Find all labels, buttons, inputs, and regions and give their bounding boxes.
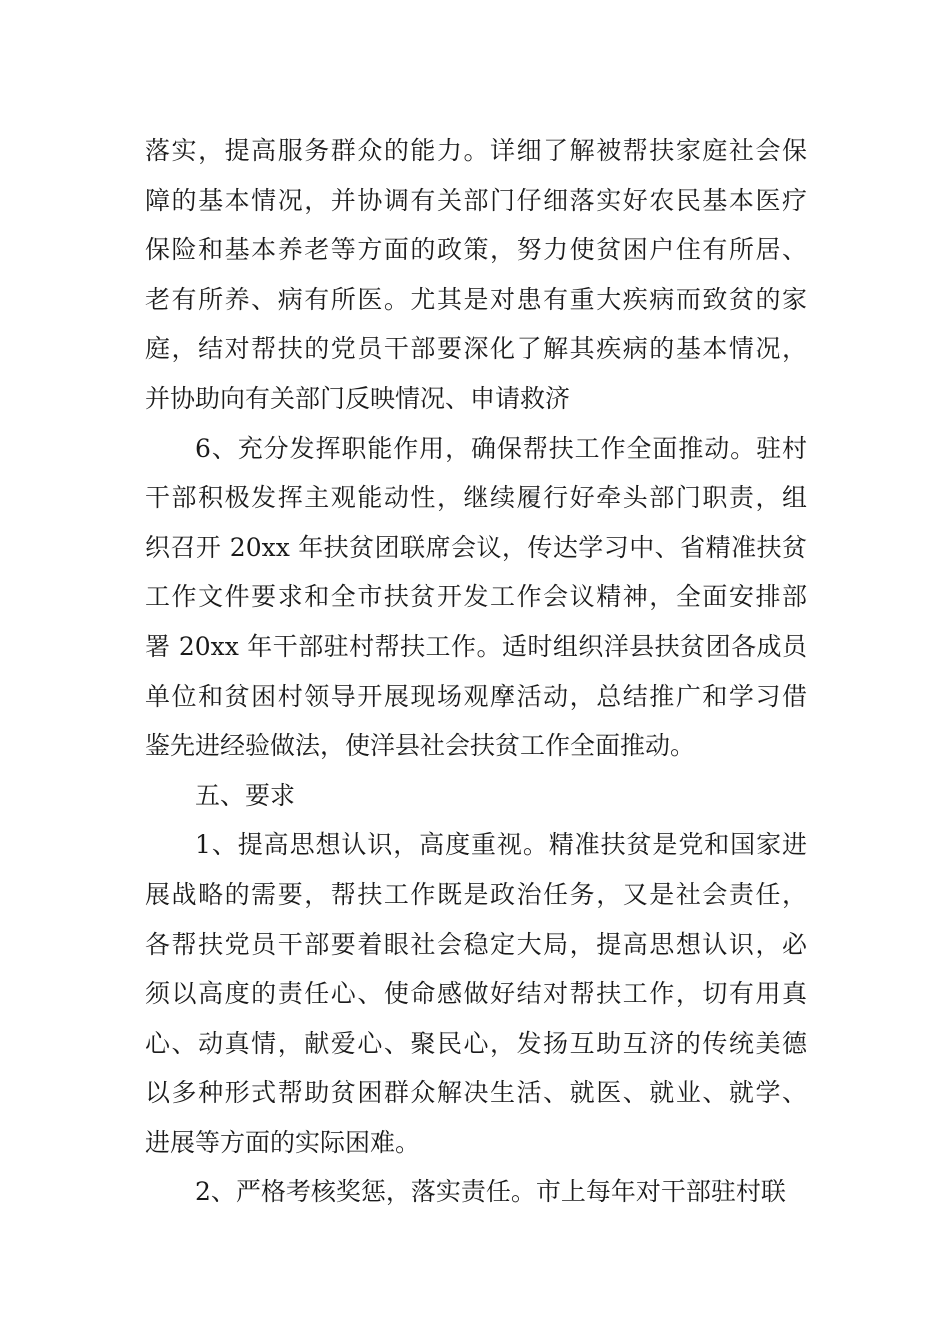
- document-body: [145, 126, 807, 1217]
- text-line: 进展等方面的实际困难。: [145, 1127, 421, 1157]
- text-line: 庭，结对帮扶的党员干部要深化了解其疾病的基本情况，: [145, 334, 807, 364]
- paragraph-p-req-2: [145, 1167, 807, 1217]
- text-line: 干部积极发挥主观能动性，继续履行好牵头部门职责，组: [145, 483, 807, 513]
- paragraph-p-heading-5: [145, 771, 807, 821]
- text-line: 展战略的需要，帮扶工作既是政治任务，又是社会责任，: [145, 879, 807, 909]
- text-line: 工作文件要求和全市扶贫开发工作会议精神，全面安排部: [145, 582, 807, 612]
- text-line: 落实，提高服务群众的能力。详细了解被帮扶家庭社会保: [145, 136, 807, 165]
- text-line: 各帮扶党员干部要着眼社会稳定大局，提高思想认识，必: [145, 929, 807, 959]
- text-line: 五、要求: [195, 780, 296, 810]
- text-line: 以多种形式帮助贫困群众解决生活、就医、就业、就学、: [145, 1078, 807, 1108]
- text-line: 并协助向有关部门反映情况、申请救济: [145, 383, 571, 413]
- paragraph-p-cont: [145, 126, 807, 424]
- text-line: 署 20xx 年干部驻村帮扶工作。适时组织洋县扶贫团各成员: [145, 631, 807, 661]
- text-line: 鉴先进经验做法，使洋县社会扶贫工作全面推动。: [145, 731, 696, 761]
- text-line: 障的基本情况，并协调有关部门仔细落实好农民基本医疗: [145, 185, 807, 215]
- text-line: 保险和基本养老等方面的政策，努力使贫困户住有所居、: [145, 235, 807, 265]
- paragraph-p-6: [145, 424, 807, 771]
- text-line: 须以高度的责任心、使命感做好结对帮扶工作，切有用真: [145, 979, 807, 1009]
- text-line: 6、充分发挥职能作用，确保帮扶工作全面推动。驻村: [195, 433, 807, 463]
- text-line: 老有所养、病有所医。尤其是对患有重大疾病而致贫的家: [145, 284, 807, 314]
- text-line: 单位和贫困村领导开展现场观摩活动，总结推广和学习借: [145, 681, 807, 711]
- text-line: 2、严格考核奖惩，落实责任。市上每年对干部驻村联: [195, 1177, 786, 1207]
- text-line: 心、动真情，献爱心、聚民心，发扬互助互济的传统美德: [145, 1028, 807, 1058]
- paragraph-p-req-1: [145, 820, 807, 1167]
- text-line: 织召开 20xx 年扶贫团联席会议，传达学习中、省精准扶贫: [145, 532, 807, 562]
- text-line: 1、提高思想认识，高度重视。精准扶贫是党和国家进: [195, 830, 807, 860]
